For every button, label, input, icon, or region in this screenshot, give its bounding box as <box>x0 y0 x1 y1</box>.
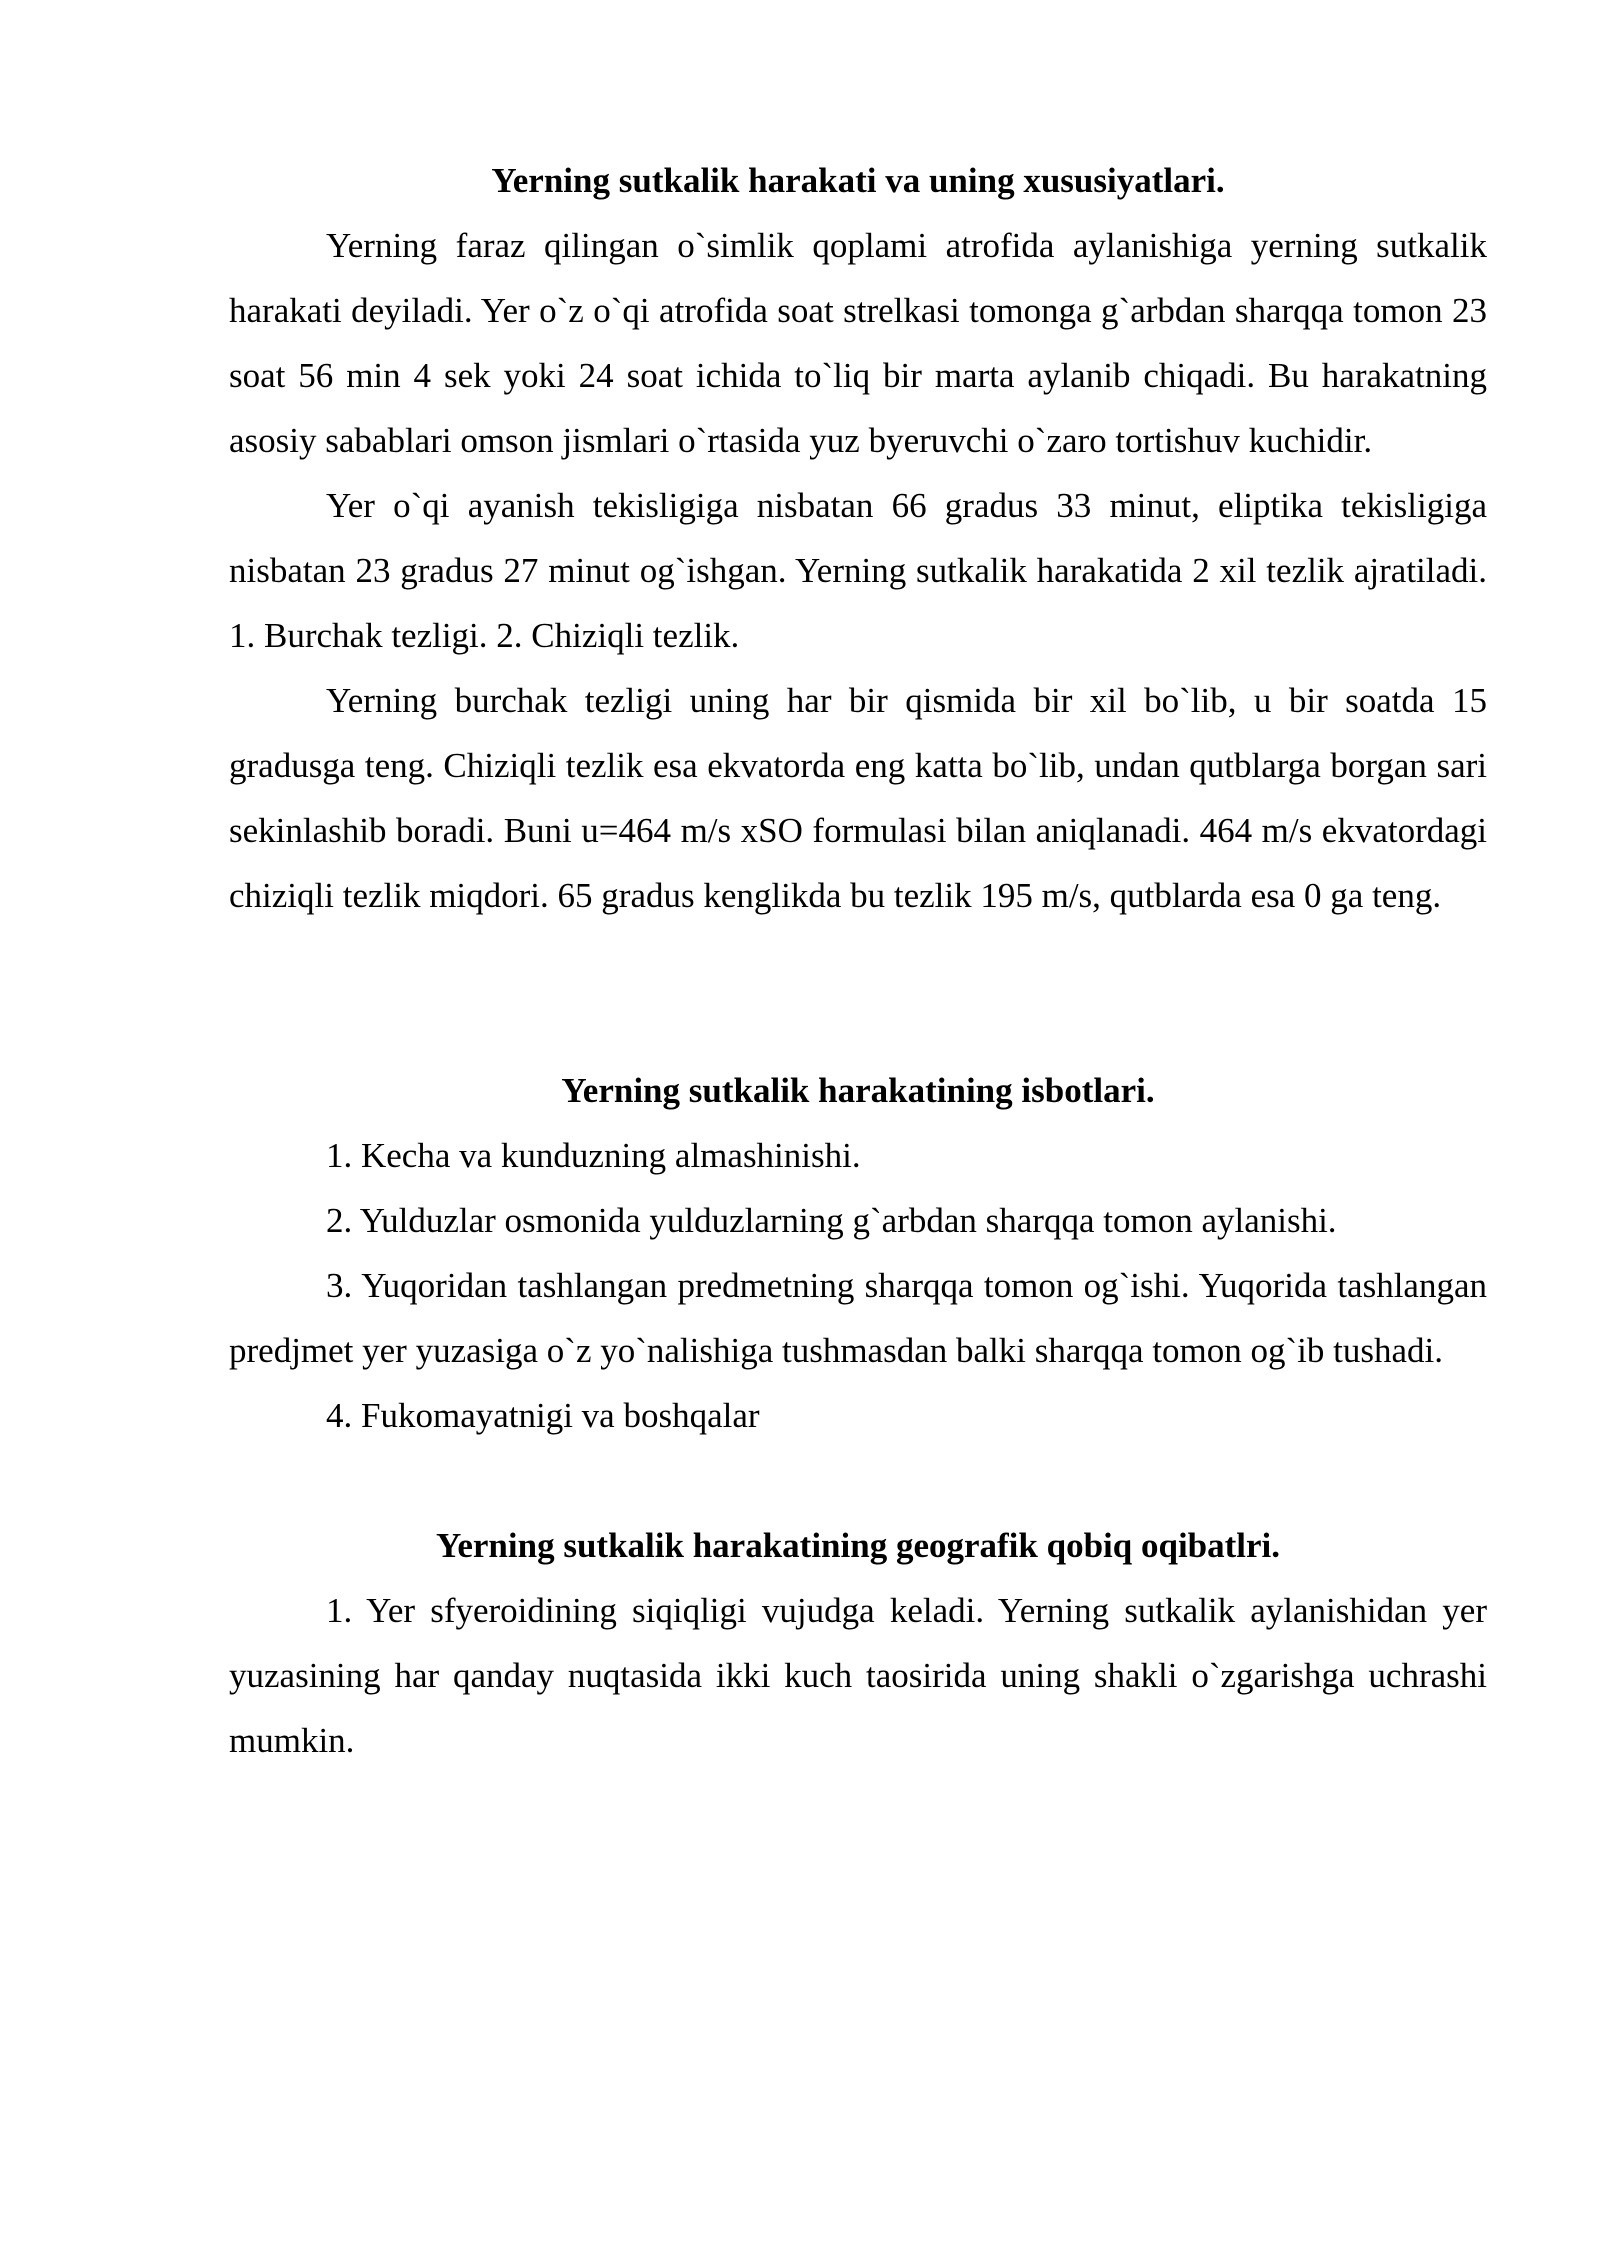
list-item: 2. Yulduzlar osmonida yulduzlarning g`arbdan sharqqa tomon aylanishi. <box>326 1201 1337 1240</box>
list-item: 1. Kecha va kunduzning almashinishi. <box>326 1136 861 1175</box>
document-page <box>229 148 1487 1773</box>
blank-space <box>229 1448 1487 1513</box>
blank-space <box>229 928 1487 1058</box>
section-heading: Yerning sutkalik harakatining isbotlari. <box>561 1071 1155 1110</box>
list-item: 4. Fukomayatnigi va boshqalar <box>326 1396 760 1435</box>
paragraph: Yerning faraz qilingan o`simlik qoplami atrofida aylanishiga yerning sutkalik harakati deyiladi. Yer o`z o`qi atrofida soat strelkasi tomonga g`arbdan sharqqa tomon 23 soat 56 min 4 sek yoki 24 soat ichida to`liq bir marta aylanib chiqadi. Bu harakatning asosiy sabablari omson jismlari o`rtasida yuz byeruvchi o`zaro tortishuv kuchidir. <box>229 226 1487 460</box>
section-heading: Yerning sutkalik harakatining geografik qobiq oqibatlri. <box>435 1526 1281 1565</box>
paragraph: Yerning burchak tezligi uning har bir qismida bir xil bo`lib, u bir soatda 15 gradusga teng. Chiziqli tezlik esa ekvatorda eng katta bo`lib, undan qutblarga borgan sari sekinlashib boradi. Buni u=464 m/s xSO formulasi bilan aniqlanadi. 464 m/s ekvatordagi chiziqli tezlik miqdori. 65 gradus kenglikda bu tezlik 195 m/s, qutblarda esa 0 ga teng. <box>229 681 1487 915</box>
paragraph: Yer o`qi ayanish tekisligiga nisbatan 66 gradus 33 minut, eliptika tekisligiga nisbatan 23 gradus 27 minut og`ishgan. Yerning sutkalik harakatida 2 xil tezlik ajratiladi. 1. Burchak tezligi. 2. Chiziqli tezlik. <box>229 486 1487 655</box>
list-item: 3. Yuqoridan tashlangan predmetning sharqqa tomon og`ishi. Yuqorida tashlangan predjmet yer yuzasiga o`z yo`nalishiga tushmasdan balki sharqqa tomon og`ib tushadi. <box>229 1266 1487 1370</box>
list-item: 1. Yer sfyeroidining siqiqligi vujudga keladi. Yerning sutkalik aylanishidan yer yuzasining har qanday nuqtasida ikki kuch taosirida uning shakli o`zgarishga uchrashi mumkin. <box>229 1591 1487 1760</box>
section-heading: Yerning sutkalik harakati va uning xususiyatlari. <box>491 161 1225 200</box>
